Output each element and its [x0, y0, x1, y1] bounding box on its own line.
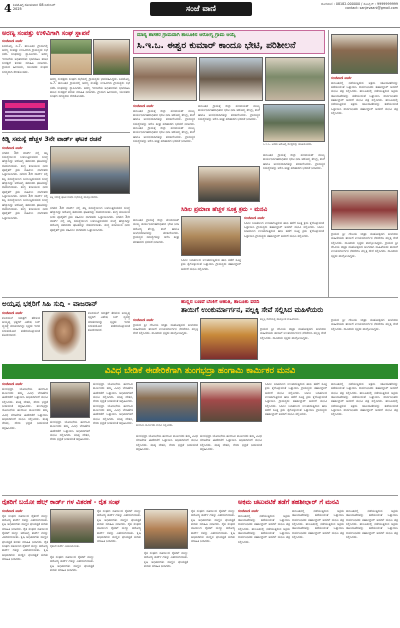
article-palanquin-col3: ಗ್ರಾಮದ ಶ್ರೀ ದೇವಿಯ ಜಾತ್ರಾ ಮಹೋತ್ಸವದ ಅಂಗವಾಗಿ ಮಹಿಳೆಯರು ತಾಯಿಗೆ ಉಂಕುರ್ಮಾರ್ಗನ ನೆರವೇರಿಸಿ ಪಲ್ಲಕ್ಕಿ ಸೇವೆ ಸಲ್ಲಿಸಿದರು. ಸಾವಿರಾರು ಭಕ್ತರು ಪಾಲ್ಗೊಂಡಿದ್ದರು. — [331, 318, 398, 331]
photo-health-card-2 — [144, 509, 188, 549]
headline-tahsildar: ಅಕ್ರಮ ಚಟುವಟಿಕೆ ತಡೆಗೆ ತಹಶೀಲ್ದಾರ್ ಗೆ ಮನವಿ — [238, 499, 340, 506]
masthead — [0, 0, 400, 28]
article-right-2: ಗ್ರಾಮದ ಶ್ರೀ ದೇವಿಯ ಜಾತ್ರಾ ಮಹೋತ್ಸವದ ಅಂಗವಾಗಿ ಮಹಿಳೆಯರು ತಾಯಿಗೆ ಉಂಕುರ್ಮಾರ್ಗನ ನೆರವೇರಿಸಿ ಪಲ್ಲಕ್ಕಿ ಸೇವೆ ಸಲ್ಲಿಸಿದರು. ಸಾವಿರಾರು ಭಕ್ತರು ಪಾಲ್ಗೊಂಡಿದ್ದರು. ಗ್ರಾಮದ ಶ್ರೀ ದೇವಿಯ ಜಾತ್ರಾ ಮಹೋತ್ಸವದ ಅಂಗವಾಗಿ ಮಹಿಳೆಯರು ತಾಯಿಗೆ ಉಂಕುರ್ಮಾರ್ಗನ ನೆರವೇರಿಸಿ ಪಲ್ಲಕ್ಕಿ ಸೇವೆ ಸಲ್ಲಿಸಿದರು. ಸಾವಿರಾರು ಭಕ್ತರು ಪಾಲ್ಗೊಂಡಿದ್ದರು. — [331, 232, 398, 258]
article-tungabhadra-col5: ತುಂಗಭದ್ರಾ ಯೋಜನೆಯ ಹಂಗಾಮಿ ಕಾರ್ಮಿಕರು ತಮ್ಮ ವಿವಿಧ ಬೇಡಿಕೆಗಳ ಈಡೇರಿಕೆಗೆ ಒತ್ತಾಯಿಸಿ ಅಧಿಕಾರಿಗಳಿಗೆ ಮನವಿ ಸಲ್ಲಿಸಿದರು. ಕನಿಷ್ಠ ವೇತನ, ಸೇವಾ ಭದ್ರತೆ ನೀಡುವಂತೆ ಆಗ್ರಹಿಸಿದರು. — [200, 434, 262, 451]
page-number: 4 — [4, 2, 12, 15]
article-health-card-col4: ರೈತ ಸಂಘದ ವತಿಯಿಂದ ರೈತರಿಗೆ ಮಣ್ಣು ಆರೋಗ್ಯ ಕಾರ್ಡ್ ಗಳನ್ನು ವಿತರಿಸಲಾಯಿತು. ಕೃಷಿ ಅಧಿಕಾರಿಗಳು ಮಣ್ಣಿನ ಫಲವತ್ತತೆ ಕುರಿತು ಮಾಹಿತಿ ನೀಡಿದರು. — [144, 551, 188, 568]
article-right-1: ಸಂಜೆವಾಣಿ ವಾರ್ತೆ ತಾಲೂಕಿನಲ್ಲಿ ನಡೆಯುತ್ತಿರುವ ಅಕ್ರಮ ಚಟುವಟಿಕೆಗಳನ್ನು ತಡೆಯುವಂತೆ ಒತ್ತಾಯಿಸಿ ಸಾರ್ವಜನಿಕರು ತಹಶೀಲ್ದಾರ್ ಅವರಿಗೆ ಮನವಿ ಪತ್ರ ಸಲ್ಲಿಸಿದರು. ತಾಲೂಕಿನಲ್ಲಿ ನಡೆಯುತ್ತಿರುವ ಅಕ್ರಮ ಚಟುವಟಿಕೆಗಳನ್ನು ತಡೆಯುವಂತೆ ಒತ್ತಾಯಿಸಿ ಸಾರ್ವಜನಿಕರು ತಹಶೀಲ್ದಾರ್ ಅವರಿಗೆ ಮನವಿ ಪತ್ರ ಸಲ್ಲಿಸಿದರು. ತಾಲೂಕಿನಲ್ಲಿ ನಡೆಯುತ್ತಿರುವ ಅಕ್ರಮ ಚಟುವಟಿಕೆಗಳನ್ನು ತಡೆಯುವಂತೆ ಒತ್ತಾಯಿಸಿ ಸಾರ್ವಜನಿಕರು ತಹಶೀಲ್ದಾರ್ ಅವರಿಗೆ ಮನವಿ ಪತ್ರ ಸಲ್ಲಿಸಿದರು. — [331, 76, 398, 116]
article-ayyappa: ಸಂಜೆವಾಣಿ ವಾರ್ತೆ ಶಬರಿಮಲೆ ಯಾತ್ರೆಗೆ ತೆರಳುವ ಅಯ್ಯಪ್ಪ ಭಕ್ತರಿಗೆ ವಿಶೇಷ ಬಸ್ ವ್ಯವಸ್ಥೆ ಮಾಡಲಾಗಿದ್ದು ಭಕ್ತರು ಇದರ ಸದುಪಯೋಗ ಪಡೆದುಕೊಳ್ಳುವಂತೆ ಕೋರಲಾಗಿದೆ. — [2, 311, 40, 338]
photo-lightning-memo — [181, 216, 241, 256]
advertisement-left — [2, 100, 48, 130]
photo-tungabhadra-1 — [50, 382, 90, 418]
article-kidney-ward: ಸಂಜೆವಾಣಿ ವಾರ್ತೆ ನಗರದ 3ನೇ ವಾರ್ಡ್ ನಲ್ಲಿ ಕಿಡ್ನಿ ಸಮಸ್ಯೆಯಿಂದ ಬಳಲುತ್ತಿರುವವರ ಸಂಖ್ಯೆ ಹೆಚ್ಚಾಗಿದ್ದು ಆರೋಗ್ಯ ತಪಾಸಣಾ ಘಟಕವನ್ನು ರಚಿಸಲಾಯಿತು. ಶುದ್ಧ ಕುಡಿಯುವ ನೀರು ಪೂರೈಕೆಗೆ ಕ್ರಮ ವಹಿಸಲು ನಾಗರಿಕರು ಒತ್ತಾಯಿಸಿದರು. ನಗರದ 3ನೇ ವಾರ್ಡ್ ನಲ್ಲಿ ಕಿಡ್ನಿ ಸಮಸ್ಯೆಯಿಂದ ಬಳಲುತ್ತಿರುವವರ ಸಂಖ್ಯೆ ಹೆಚ್ಚಾಗಿದ್ದು ಆರೋಗ್ಯ ತಪಾಸಣಾ ಘಟಕವನ್ನು ರಚಿಸಲಾಯಿತು. ಶುದ್ಧ ಕುಡಿಯುವ ನೀರು ಪೂರೈಕೆಗೆ ಕ್ರಮ ವಹಿಸಲು ನಾಗರಿಕರು ಒತ್ತಾಯಿಸಿದರು. ನಗರದ 3ನೇ ವಾರ್ಡ್ ನಲ್ಲಿ ಕಿಡ್ನಿ ಸಮಸ್ಯೆಯಿಂದ ಬಳಲುತ್ತಿರುವವರ ಸಂಖ್ಯೆ ಹೆಚ್ಚಾಗಿದ್ದು ಆರೋಗ್ಯ ತಪಾಸಣಾ ಘಟಕವನ್ನು ರಚಿಸಲಾಯಿತು. ಶುದ್ಧ ಕುಡಿಯುವ ನೀರು ಪೂರೈಕೆಗೆ ಕ್ರಮ ವಹಿಸಲು ನಾಗರಿಕರು ಒತ್ತಾಯಿಸಿದರು. — [2, 146, 48, 220]
photo-forest-meeting-2 — [93, 39, 130, 75]
article-tungabhadra-col7: ತಾಲೂಕಿನಲ್ಲಿ ನಡೆಯುತ್ತಿರುವ ಅಕ್ರಮ ಚಟುವಟಿಕೆಗಳನ್ನು ತಡೆಯುವಂತೆ ಒತ್ತಾಯಿಸಿ ಸಾರ್ವಜನಿಕರು ತಹಶೀಲ್ದಾರ್ ಅವರಿಗೆ ಮನವಿ ಪತ್ರ ಸಲ್ಲಿಸಿದರು. ತಾಲೂಕಿನಲ್ಲಿ ನಡೆಯುತ್ತಿರುವ ಅಕ್ರಮ ಚಟುವಟಿಕೆಗಳನ್ನು ತಡೆಯುವಂತೆ ಒತ್ತಾಯಿಸಿ ಸಾರ್ವಜನಿಕರು ತಹಶೀಲ್ದಾರ್ ಅವರಿಗೆ ಮನವಿ ಪತ್ರ ಸಲ್ಲಿಸಿದರು. ತಾಲೂಕಿನಲ್ಲಿ ನಡೆಯುತ್ತಿರುವ ಅಕ್ರಮ ಚಟುವಟಿಕೆಗಳನ್ನು ತಡೆಯುವಂತೆ ಒತ್ತಾಯಿಸಿ ಸಾರ್ವಜನಿಕರು ತಹಶೀಲ್ದಾರ್ ಅವರಿಗೆ ಮನವಿ ಪತ್ರ ಸಲ್ಲಿಸಿದರು. — [331, 382, 398, 417]
article-forest-society-cont: ಅರಣ್ಯ ಸಂರಕ್ಷಣಾ ಸಂಘದ ಸಭೆಯಲ್ಲಿ ಗ್ರಾಮಸ್ಥರು ಭಾಗವಹಿಸಿದ್ದರು. ಶಿವಮೊಗ್ಗ, ಡಿ.7- ತಾಲೂಕಿನ ಗ್ರಾಮದಲ್ಲಿ ಅರಣ್ಯ ಸಂಪತ್ತು ಉಳಿವಿಗಾಗಿ ಗ್ರಾಮಸ್ಥರು ಸಭೆ ನಡೆಸಿ ಸಂಘವನ್ನು ಸ್ಥಾಪಿಸಿದರು. ಅರಣ್ಯ ಇಲಾಖೆಯ ಅಧಿಕಾರಿಗಳು ಭಾಗವಹಿಸಿ ಕಾಡಿನ ಸಂರಕ್ಷಣೆ ಕುರಿತು ಮಾಹಿತಿ ನೀಡಿದರು. ಗ್ರಾಮದ ಹಿರಿಯರು, ಯುವಕರು ಸಂಘದ ಸದಸ್ಯರಾಗಿ ಸೇರಿಕೊಂಡರು. — [50, 77, 130, 99]
caption-palanquin: ಪಲ್ಲಕ್ಕಿ ಸೇವೆಯಲ್ಲಿ ಪಾಲ್ಗೊಂಡ ಮಹಿಳೆಯರು. — [260, 318, 300, 321]
article-ceo-visit-col2: ತಾಲೂಕಿನ ಗ್ರಾಮಕ್ಕೆ ಜಿಲ್ಲಾ ಪಂಚಾಯತ್ ಮುಖ್ಯ ಕಾರ್ಯನಿರ್ವಹಣಾಧಿಕಾರಿ ಭೇಟಿ ನೀಡಿ ಆರೋಗ್ಯ ಕೇಂದ್ರ, ಶಾಲೆ ಹಾಗೂ ಅಂಗನವಾಡಿಗಳನ್ನು ಪರಿಶೀಲಿಸಿದರು. ಗ್ರಾಮಸ್ಥರ ಸಮಸ್ಯೆಗಳನ್ನು ಆಲಿಸಿ ಶೀಘ್ರ ಪರಿಹಾರದ ಭರವಸೆ ನೀಡಿದರು. — [198, 104, 260, 121]
article-tungabhadra-col2: ತುಂಗಭದ್ರಾ ಯೋಜನೆಯ ಹಂಗಾಮಿ ಕಾರ್ಮಿಕರು ತಮ್ಮ ವಿವಿಧ ಬೇಡಿಕೆಗಳ ಈಡೇರಿಕೆಗೆ ಒತ್ತಾಯಿಸಿ ಅಧಿಕಾರಿಗಳಿಗೆ ಮನವಿ ಸಲ್ಲಿಸಿದರು. ಕನಿಷ್ಠ ವೇತನ, ಸೇವಾ ಭದ್ರತೆ ನೀಡುವಂತೆ ಆಗ್ರಹಿಸಿದರು. — [50, 420, 90, 442]
contact-email: contact: sanjevaani@gmail.com — [345, 6, 398, 11]
headline-lightning: ಸಿಡಿಲ ಪ್ರಮಾಣ ಹೆಚ್ಚಳ ಸೂಕ್ತ ಕ್ರಮ - ಮನವಿ — [181, 207, 268, 213]
headline-palanquin: ತಾಯಿಗೆ ಉಂಕುರ್ಮಾರ್ಗನ, ಪಲ್ಲಕ್ಕಿ ಸೇವೆ ಸಲ್ಲಿಸಿದ ಮಹಿಳೆಯರು — [181, 307, 324, 314]
photo-tungabhadra-2 — [136, 382, 198, 422]
photo-right-2 — [331, 190, 398, 230]
article-tahsildar-col2: ತಾಲೂಕಿನಲ್ಲಿ ನಡೆಯುತ್ತಿರುವ ಅಕ್ರಮ ಚಟುವಟಿಕೆಗಳನ್ನು ತಡೆಯುವಂತೆ ಒತ್ತಾಯಿಸಿ ಸಾರ್ವಜನಿಕರು ತಹಶೀಲ್ದಾರ್ ಅವರಿಗೆ ಮನವಿ ಪತ್ರ ಸಲ್ಲಿಸಿದರು. ತಾಲೂಕಿನಲ್ಲಿ ನಡೆಯುತ್ತಿರುವ ಅಕ್ರಮ ಚಟುವಟಿಕೆಗಳನ್ನು ತಡೆಯುವಂತೆ ಒತ್ತಾಯಿಸಿ ಸಾರ್ವಜನಿಕರು ತಹಶೀಲ್ದಾರ್ ಅವರಿಗೆ ಮನವಿ ಪತ್ರ ಸಲ್ಲಿಸಿದರು. — [292, 509, 344, 539]
headline-forest-society: ಅರಣ್ಯ ಸಂಪತ್ತು ಉಳಿವಿಗಾಗಿ ಸಂಘ ಸ್ಥಾಪನೆ — [2, 30, 90, 37]
photo-forest-meeting-1 — [50, 39, 92, 75]
headline-kidney-ward: ಕಿಡ್ನಿ ಸಮಸ್ಯೆ ಹೆಚ್ಚಳ 3ನೇ ವಾರ್ಡ್ ಘಟಕ ರಚನೆ — [2, 136, 102, 143]
article-ceo-visit-col3: ತಾಲೂಕಿನ ಗ್ರಾಮಕ್ಕೆ ಜಿಲ್ಲಾ ಪಂಚಾಯತ್ ಮುಖ್ಯ ಕಾರ್ಯನಿರ್ವಹಣಾಧಿಕಾರಿ ಭೇಟಿ ನೀಡಿ ಆರೋಗ್ಯ ಕೇಂದ್ರ, ಶಾಲೆ ಹಾಗೂ ಅಂಗನವಾಡಿಗಳನ್ನು ಪರಿಶೀಲಿಸಿದರು. ಗ್ರಾಮಸ್ಥರ ಸಮಸ್ಯೆಗಳನ್ನು ಆಲಿಸಿ ಶೀಘ್ರ ಪರಿಹಾರದ ಭರವಸೆ ನೀಡಿದರು. — [263, 153, 325, 170]
caption-health-card: ರೈತರಿಗೆ ಕಾರ್ಡ್ ವಿತರಿಸಲಾಯಿತು. — [50, 545, 80, 548]
article-health-card-col2: ರೈತ ಸಂಘದ ವತಿಯಿಂದ ರೈತರಿಗೆ ಮಣ್ಣು ಆರೋಗ್ಯ ಕಾರ್ಡ್ ಗಳನ್ನು ವಿತರಿಸಲಾಯಿತು. ಕೃಷಿ ಅಧಿಕಾರಿಗಳು ಮಣ್ಣಿನ ಫಲವತ್ತತೆ ಕುರಿತು ಮಾಹಿತಿ ನೀಡಿದರು. — [50, 555, 94, 572]
headline-bar-ceo — [133, 30, 325, 54]
photo-kidney-meeting — [50, 146, 130, 194]
photo-health-card — [50, 509, 94, 543]
headline-ceo: ಸಿ.ಇ.ಒ. ಈಶ್ವರ ಕುಮಾರ್ ಕಾಂದೂ ಭೇಟಿ, ಪರಿಶೀಲನೆ — [137, 42, 296, 51]
photo-right-1 — [331, 34, 398, 74]
article-lightning-col1: ತಾಲೂಕಿನ ಗ್ರಾಮಕ್ಕೆ ಜಿಲ್ಲಾ ಪಂಚಾಯತ್ ಮುಖ್ಯ ಕಾರ್ಯನಿರ್ವಹಣಾಧಿಕಾರಿ ಭೇಟಿ ನೀಡಿ ಆರೋಗ್ಯ ಕೇಂದ್ರ, ಶಾಲೆ ಹಾಗೂ ಅಂಗನವಾಡಿಗಳನ್ನು ಪರಿಶೀಲಿಸಿದರು. ಗ್ರಾಮಸ್ಥರ ಸಮಸ್ಯೆಗಳನ್ನು ಆಲಿಸಿ ಶೀಘ್ರ ಪರಿಹಾರದ ಭರವಸೆ ನೀಡಿದರು. — [133, 218, 179, 244]
article-tungabhadra-col3: ತುಂಗಭದ್ರಾ ಯೋಜನೆಯ ಹಂಗಾಮಿ ಕಾರ್ಮಿಕರು ತಮ್ಮ ವಿವಿಧ ಬೇಡಿಕೆಗಳ ಈಡೇರಿಕೆಗೆ ಒತ್ತಾಯಿಸಿ ಅಧಿಕಾರಿಗಳಿಗೆ ಮನವಿ ಸಲ್ಲಿಸಿದರು. ಕನಿಷ್ಠ ವೇತನ, ಸೇವಾ ಭದ್ರತೆ ನೀಡುವಂತೆ ಆಗ್ರಹಿಸಿದರು. ತುಂಗಭದ್ರಾ ಯೋಜನೆಯ ಹಂಗಾಮಿ ಕಾರ್ಮಿಕರು ತಮ್ಮ ವಿವಿಧ ಬೇಡಿಕೆಗಳ ಈಡೇರಿಕೆಗೆ ಒತ್ತಾಯಿಸಿ ಅಧಿಕಾರಿಗಳಿಗೆ ಮನವಿ ಸಲ್ಲಿಸಿದರು. ಕನಿಷ್ಠ ವೇತನ, ಸೇವಾ ಭದ್ರತೆ ನೀಡುವಂತೆ ಆಗ್ರಹಿಸಿದರು. — [93, 382, 133, 425]
photo-ayyappa-portrait — [42, 311, 86, 361]
caption-kidney: ಕಿಡ್ನಿ ಸಮಸ್ಯೆ ಘಟಕ ರಚನಾ ಸಭೆಯಲ್ಲಿ ಪಾಲ್ಗೊಂಡವರು. — [50, 196, 99, 199]
contact-block — [264, 2, 398, 10]
photo-ceo-visit-5 — [198, 166, 260, 202]
photo-ceo-visit-3 — [265, 57, 325, 101]
article-ayyappa-col2: ಶಬರಿಮಲೆ ಯಾತ್ರೆಗೆ ತೆರಳುವ ಅಯ್ಯಪ್ಪ ಭಕ್ತರಿಗೆ ವಿಶೇಷ ಬಸ್ ವ್ಯವಸ್ಥೆ ಮಾಡಲಾಗಿದ್ದು ಭಕ್ತರು ಇದರ ಸದುಪಯೋಗ ಪಡೆದುಕೊಳ್ಳುವಂತೆ ಕೋರಲಾಗಿದೆ. — [88, 311, 130, 333]
date-line: ಶಿವಮೊಗ್ಗ ಸೋಮವಾರ 08 ಡಿಸೆಂಬರ್ 2025 — [13, 3, 56, 12]
headline-health-card: ರೈತರಿಗೆ ಬಯೋ ಹೆಲ್ತ್ ಕಾರ್ಡ್ ಗಳ ವಿತರಣೆ - ರೈತ ಸಂಘ — [2, 499, 120, 506]
photo-palanquin — [200, 318, 258, 360]
caption-tungabhadra: ಹಂಗಾಮಿ ಕಾರ್ಮಿಕರು ಮನವಿ ಸಲ್ಲಿಸಿದರು. — [136, 424, 174, 427]
headline-bar-tungabhadra — [2, 364, 398, 379]
headline-palanquin-kicker: ಹುಲ್ಲಿನ ಬಣವೆ ಬೆಂಕಿಗೆ ಆಹುತಿ, ತಾಲೂಕು ವರದಿ — [181, 300, 260, 305]
contact-line: ದೂರವಾಣಿ : 08182-000000 / ಮೊಬೈಲ್ : 9999999999 — [321, 2, 398, 6]
headline-tungabhadra: ವಿವಿಧ ಬೇಡಿಕೆ ಈಡೇರಿಕೆಗಾಗಿ ತುಂಗಭದ್ರಾ ಹಂಗಾಮಿ ಕಾರ್ಮಿಕರ ಮನವಿ — [104, 367, 296, 376]
article-palanquin: ಸಂಜೆವಾಣಿ ವಾರ್ತೆ ಗ್ರಾಮದ ಶ್ರೀ ದೇವಿಯ ಜಾತ್ರಾ ಮಹೋತ್ಸವದ ಅಂಗವಾಗಿ ಮಹಿಳೆಯರು ತಾಯಿಗೆ ಉಂಕುರ್ಮಾರ್ಗನ ನೆರವೇರಿಸಿ ಪಲ್ಲಕ್ಕಿ ಸೇವೆ ಸಲ್ಲಿಸಿದರು. ಸಾವಿರಾರು ಭಕ್ತರು ಪಾಲ್ಗೊಂಡಿದ್ದರು. — [133, 318, 198, 336]
article-health-card-col3: ರೈತ ಸಂಘದ ವತಿಯಿಂದ ರೈತರಿಗೆ ಮಣ್ಣು ಆರೋಗ್ಯ ಕಾರ್ಡ್ ಗಳನ್ನು ವಿತರಿಸಲಾಯಿತು. ಕೃಷಿ ಅಧಿಕಾರಿಗಳು ಮಣ್ಣಿನ ಫಲವತ್ತತೆ ಕುರಿತು ಮಾಹಿತಿ ನೀಡಿದರು. ರೈತ ಸಂಘದ ವತಿಯಿಂದ ರೈತರಿಗೆ ಮಣ್ಣು ಆರೋಗ್ಯ ಕಾರ್ಡ್ ಗಳನ್ನು ವಿತರಿಸಲಾಯಿತು. ಕೃಷಿ ಅಧಿಕಾರಿಗಳು ಮಣ್ಣಿನ ಫಲವತ್ತತೆ ಕುರಿತು ಮಾಹಿತಿ ನೀಡಿದರು. — [97, 509, 141, 544]
newspaper-logo: ಸಂಜೆ ವಾಣಿ — [150, 2, 252, 16]
article-tungabhadra-col6: ಸಿಡಿಲು ಬಡಿತದಿಂದ ಉಂಟಾಗುತ್ತಿರುವ ಹಾನಿ ತಡೆಗೆ ಸೂಕ್ತ ಕ್ರಮ ಕೈಗೊಳ್ಳುವಂತೆ ಒತ್ತಾಯಿಸಿ ಗ್ರಾಮಸ್ಥರು ತಹಶೀಲ್ದಾರ್ ಅವರಿಗೆ ಮನವಿ ಸಲ್ಲಿಸಿದರು. ಸಿಡಿಲು ಬಡಿತದಿಂದ ಉಂಟಾಗುತ್ತಿರುವ ಹಾನಿ ತಡೆಗೆ ಸೂಕ್ತ ಕ್ರಮ ಕೈಗೊಳ್ಳುವಂತೆ ಒತ್ತಾಯಿಸಿ ಗ್ರಾಮಸ್ಥರು ತಹಶೀಲ್ದಾರ್ ಅವರಿಗೆ ಮನವಿ ಸಲ್ಲಿಸಿದರು. ಸಿಡಿಲು ಬಡಿತದಿಂದ ಉಂಟಾಗುತ್ತಿರುವ ಹಾನಿ ತಡೆಗೆ ಸೂಕ್ತ ಕ್ರಮ ಕೈಗೊಳ್ಳುವಂತೆ ಒತ್ತಾಯಿಸಿ ಗ್ರಾಮಸ್ಥರು ತಹಶೀಲ್ದಾರ್ ಅವರಿಗೆ ಮನವಿ ಸಲ್ಲಿಸಿದರು. — [265, 382, 327, 417]
article-forest-society: ಸಂಜೆವಾಣಿ ವಾರ್ತೆ ಶಿವಮೊಗ್ಗ, ಡಿ.7- ತಾಲೂಕಿನ ಗ್ರಾಮದಲ್ಲಿ ಅರಣ್ಯ ಸಂಪತ್ತು ಉಳಿವಿಗಾಗಿ ಗ್ರಾಮಸ್ಥರು ಸಭೆ ನಡೆಸಿ ಸಂಘವನ್ನು ಸ್ಥಾಪಿಸಿದರು. ಅರಣ್ಯ ಇಲಾಖೆಯ ಅಧಿಕಾರಿಗಳು ಭಾಗವಹಿಸಿ ಕಾಡಿನ ಸಂರಕ್ಷಣೆ ಕುರಿತು ಮಾಹಿತಿ ನೀಡಿದರು. ಗ್ರಾಮದ ಹಿರಿಯರು, ಯುವಕರು ಸಂಘದ ಸದಸ್ಯರಾಗಿ ಸೇರಿಕೊಂಡರು. — [2, 39, 48, 74]
article-health-card: ಸಂಜೆವಾಣಿ ವಾರ್ತೆ ರೈತ ಸಂಘದ ವತಿಯಿಂದ ರೈತರಿಗೆ ಮಣ್ಣು ಆರೋಗ್ಯ ಕಾರ್ಡ್ ಗಳನ್ನು ವಿತರಿಸಲಾಯಿತು. ಕೃಷಿ ಅಧಿಕಾರಿಗಳು ಮಣ್ಣಿನ ಫಲವತ್ತತೆ ಕುರಿತು ಮಾಹಿತಿ ನೀಡಿದರು. ರೈತ ಸಂಘದ ವತಿಯಿಂದ ರೈತರಿಗೆ ಮಣ್ಣು ಆರೋಗ್ಯ ಕಾರ್ಡ್ ಗಳನ್ನು ವಿತರಿಸಲಾಯಿತು. ಕೃಷಿ ಅಧಿಕಾರಿಗಳು ಮಣ್ಣಿನ ಫಲವತ್ತತೆ ಕುರಿತು ಮಾಹಿತಿ ನೀಡಿದರು. ರೈತ ಸಂಘದ ವತಿಯಿಂದ ರೈತರಿಗೆ ಮಣ್ಣು ಆರೋಗ್ಯ ಕಾರ್ಡ್ ಗಳನ್ನು ವಿತರಿಸಲಾಯಿತು. ಕೃಷಿ ಅಧಿಕಾರಿಗಳು ಮಣ್ಣಿನ ಫಲವತ್ತತೆ ಕುರಿತು ಮಾಹಿತಿ ನೀಡಿದರು. — [2, 509, 48, 561]
article-health-card-col5: ರೈತ ಸಂಘದ ವತಿಯಿಂದ ರೈತರಿಗೆ ಮಣ್ಣು ಆರೋಗ್ಯ ಕಾರ್ಡ್ ಗಳನ್ನು ವಿತರಿಸಲಾಯಿತು. ಕೃಷಿ ಅಧಿಕಾರಿಗಳು ಮಣ್ಣಿನ ಫಲವತ್ತತೆ ಕುರಿತು ಮಾಹಿತಿ ನೀಡಿದರು. ರೈತ ಸಂಘದ ವತಿಯಿಂದ ರೈತರಿಗೆ ಮಣ್ಣು ಆರೋಗ್ಯ ಕಾರ್ಡ್ ಗಳನ್ನು ವಿತರಿಸಲಾಯಿತು. ಕೃಷಿ ಅಧಿಕಾರಿಗಳು ಮಣ್ಣಿನ ಫಲವತ್ತತೆ ಕುರಿತು ಮಾಹಿತಿ ನೀಡಿದರು. — [191, 509, 235, 544]
article-tungabhadra-col4: ತುಂಗಭದ್ರಾ ಯೋಜನೆಯ ಹಂಗಾಮಿ ಕಾರ್ಮಿಕರು ತಮ್ಮ ವಿವಿಧ ಬೇಡಿಕೆಗಳ ಈಡೇರಿಕೆಗೆ ಒತ್ತಾಯಿಸಿ ಅಧಿಕಾರಿಗಳಿಗೆ ಮನವಿ ಸಲ್ಲಿಸಿದರು. ಕನಿಷ್ಠ ವೇತನ, ಸೇವಾ ಭದ್ರತೆ ನೀಡುವಂತೆ ಆಗ್ರಹಿಸಿದರು. — [136, 434, 198, 451]
caption-ceo: ಸಿ.ಇ.ಒ. ಅವರು ಆರೋಗ್ಯ ಕೇಂದ್ರವನ್ನು ಪರಿಶೀಲಿಸಿದರು. — [263, 143, 313, 146]
photo-ceo-visit-4 — [263, 104, 325, 142]
article-palanquin-col2: ಗ್ರಾಮದ ಶ್ರೀ ದೇವಿಯ ಜಾತ್ರಾ ಮಹೋತ್ಸವದ ಅಂಗವಾಗಿ ಮಹಿಳೆಯರು ತಾಯಿಗೆ ಉಂಕುರ್ಮಾರ್ಗನ ನೆರವೇರಿಸಿ ಪಲ್ಲಕ್ಕಿ ಸೇವೆ ಸಲ್ಲಿಸಿದರು. ಸಾವಿರಾರು ಭಕ್ತರು ಪಾಲ್ಗೊಂಡಿದ್ದರು. — [260, 327, 326, 340]
article-tahsildar: ಸಂಜೆವಾಣಿ ವಾರ್ತೆ ತಾಲೂಕಿನಲ್ಲಿ ನಡೆಯುತ್ತಿರುವ ಅಕ್ರಮ ಚಟುವಟಿಕೆಗಳನ್ನು ತಡೆಯುವಂತೆ ಒತ್ತಾಯಿಸಿ ಸಾರ್ವಜನಿಕರು ತಹಶೀಲ್ದಾರ್ ಅವರಿಗೆ ಮನವಿ ಪತ್ರ ಸಲ್ಲಿಸಿದರು. ತಾಲೂಕಿನಲ್ಲಿ ನಡೆಯುತ್ತಿರುವ ಅಕ್ರಮ ಚಟುವಟಿಕೆಗಳನ್ನು ತಡೆಯುವಂತೆ ಒತ್ತಾಯಿಸಿ ಸಾರ್ವಜನಿಕರು ತಹಶೀಲ್ದಾರ್ ಅವರಿಗೆ ಮನವಿ ಪತ್ರ ಸಲ್ಲಿಸಿದರು. — [238, 509, 290, 544]
article-ceo-visit: ಸಂಜೆವಾಣಿ ವಾರ್ತೆ ತಾಲೂಕಿನ ಗ್ರಾಮಕ್ಕೆ ಜಿಲ್ಲಾ ಪಂಚಾಯತ್ ಮುಖ್ಯ ಕಾರ್ಯನಿರ್ವಹಣಾಧಿಕಾರಿ ಭೇಟಿ ನೀಡಿ ಆರೋಗ್ಯ ಕೇಂದ್ರ, ಶಾಲೆ ಹಾಗೂ ಅಂಗನವಾಡಿಗಳನ್ನು ಪರಿಶೀಲಿಸಿದರು. ಗ್ರಾಮಸ್ಥರ ಸಮಸ್ಯೆಗಳನ್ನು ಆಲಿಸಿ ಶೀಘ್ರ ಪರಿಹಾರದ ಭರವಸೆ ನೀಡಿದರು. ತಾಲೂಕಿನ ಗ್ರಾಮಕ್ಕೆ ಜಿಲ್ಲಾ ಪಂಚಾಯತ್ ಮುಖ್ಯ ಕಾರ್ಯನಿರ್ವಹಣಾಧಿಕಾರಿ ಭೇಟಿ ನೀಡಿ ಆರೋಗ್ಯ ಕೇಂದ್ರ, ಶಾಲೆ ಹಾಗೂ ಅಂಗನವಾಡಿಗಳನ್ನು ಪರಿಶೀಲಿಸಿದರು. ಗ್ರಾಮಸ್ಥರ ಸಮಸ್ಯೆಗಳನ್ನು ಆಲಿಸಿ ಶೀಘ್ರ ಪರಿಹಾರದ ಭರವಸೆ ನೀಡಿದರು. — [133, 104, 195, 144]
photo-tungabhadra-3 — [200, 382, 262, 422]
article-lightning-cont: ಸಿಡಿಲು ಬಡಿತದಿಂದ ಉಂಟಾಗುತ್ತಿರುವ ಹಾನಿ ತಡೆಗೆ ಸೂಕ್ತ ಕ್ರಮ ಕೈಗೊಳ್ಳುವಂತೆ ಒತ್ತಾಯಿಸಿ ಗ್ರಾಮಸ್ಥರು ತಹಶೀಲ್ದಾರ್ ಅವರಿಗೆ ಮನವಿ ಸಲ್ಲಿಸಿದರು. — [181, 258, 241, 271]
photo-ceo-visit-1 — [133, 57, 197, 101]
article-kidney-ward-cont: ನಗರದ 3ನೇ ವಾರ್ಡ್ ನಲ್ಲಿ ಕಿಡ್ನಿ ಸಮಸ್ಯೆಯಿಂದ ಬಳಲುತ್ತಿರುವವರ ಸಂಖ್ಯೆ ಹೆಚ್ಚಾಗಿದ್ದು ಆರೋಗ್ಯ ತಪಾಸಣಾ ಘಟಕವನ್ನು ರಚಿಸಲಾಯಿತು. ಶುದ್ಧ ಕುಡಿಯುವ ನೀರು ಪೂರೈಕೆಗೆ ಕ್ರಮ ವಹಿಸಲು ನಾಗರಿಕರು ಒತ್ತಾಯಿಸಿದರು. ನಗರದ 3ನೇ ವಾರ್ಡ್ ನಲ್ಲಿ ಕಿಡ್ನಿ ಸಮಸ್ಯೆಯಿಂದ ಬಳಲುತ್ತಿರುವವರ ಸಂಖ್ಯೆ ಹೆಚ್ಚಾಗಿದ್ದು ಆರೋಗ್ಯ ತಪಾಸಣಾ ಘಟಕವನ್ನು ರಚಿಸಲಾಯಿತು. ಶುದ್ಧ ಕುಡಿಯುವ ನೀರು ಪೂರೈಕೆಗೆ ಕ್ರಮ ವಹಿಸಲು ನಾಗರಿಕರು ಒತ್ತಾಯಿಸಿದರು. — [50, 206, 130, 232]
article-tahsildar-col3: ತಾಲೂಕಿನಲ್ಲಿ ನಡೆಯುತ್ತಿರುವ ಅಕ್ರಮ ಚಟುವಟಿಕೆಗಳನ್ನು ತಡೆಯುವಂತೆ ಒತ್ತಾಯಿಸಿ ಸಾರ್ವಜನಿಕರು ತಹಶೀಲ್ದಾರ್ ಅವರಿಗೆ ಮನವಿ ಪತ್ರ ಸಲ್ಲಿಸಿದರು. ತಾಲೂಕಿನಲ್ಲಿ ನಡೆಯುತ್ತಿರುವ ಅಕ್ರಮ ಚಟುವಟಿಕೆಗಳನ್ನು ತಡೆಯುವಂತೆ ಒತ್ತಾಯಿಸಿ ಸಾರ್ವಜನಿಕರು ತಹಶೀಲ್ದಾರ್ ಅವರಿಗೆ ಮನವಿ ಪತ್ರ ಸಲ್ಲಿಸಿದರು. — [346, 509, 398, 539]
headline-ayyappa: ಅಯ್ಯಪ್ಪ ಭಕ್ತರಿಗೆ ಸಿಹಿ ಸುದ್ದಿ - ವಾಜರಾನ್ — [2, 300, 98, 308]
headline-ceo-kicker: ಮಾನ್ಯ ಶಾಸಕರ ಗ್ರಾಮವಾಗಿ ತಾಲೂಕಿನ ಆರೋಗ್ಯ ಗ್ರಾಮ ಆಯ್ಕೆ — [137, 33, 236, 38]
photo-ceo-visit-2 — [199, 57, 263, 101]
article-tungabhadra: ಸಂಜೆವಾಣಿ ವಾರ್ತೆ ತುಂಗಭದ್ರಾ ಯೋಜನೆಯ ಹಂಗಾಮಿ ಕಾರ್ಮಿಕರು ತಮ್ಮ ವಿವಿಧ ಬೇಡಿಕೆಗಳ ಈಡೇರಿಕೆಗೆ ಒತ್ತಾಯಿಸಿ ಅಧಿಕಾರಿಗಳಿಗೆ ಮನವಿ ಸಲ್ಲಿಸಿದರು. ಕನಿಷ್ಠ ವೇತನ, ಸೇವಾ ಭದ್ರತೆ ನೀಡುವಂತೆ ಆಗ್ರಹಿಸಿದರು. ತುಂಗಭದ್ರಾ ಯೋಜನೆಯ ಹಂಗಾಮಿ ಕಾರ್ಮಿಕರು ತಮ್ಮ ವಿವಿಧ ಬೇಡಿಕೆಗಳ ಈಡೇರಿಕೆಗೆ ಒತ್ತಾಯಿಸಿ ಅಧಿಕಾರಿಗಳಿಗೆ ಮನವಿ ಸಲ್ಲಿಸಿದರು. ಕನಿಷ್ಠ ವೇತನ, ಸೇವಾ ಭದ್ರತೆ ನೀಡುವಂತೆ ಆಗ್ರಹಿಸಿದರು. — [2, 382, 48, 430]
article-lightning: ಸಂಜೆವಾಣಿ ವಾರ್ತೆ ಸಿಡಿಲು ಬಡಿತದಿಂದ ಉಂಟಾಗುತ್ತಿರುವ ಹಾನಿ ತಡೆಗೆ ಸೂಕ್ತ ಕ್ರಮ ಕೈಗೊಳ್ಳುವಂತೆ ಒತ್ತಾಯಿಸಿ ಗ್ರಾಮಸ್ಥರು ತಹಶೀಲ್ದಾರ್ ಅವರಿಗೆ ಮನವಿ ಸಲ್ಲಿಸಿದರು. ಸಿಡಿಲು ಬಡಿತದಿಂದ ಉಂಟಾಗುತ್ತಿರುವ ಹಾನಿ ತಡೆಗೆ ಸೂಕ್ತ ಕ್ರಮ ಕೈಗೊಳ್ಳುವಂತೆ ಒತ್ತಾಯಿಸಿ ಗ್ರಾಮಸ್ಥರು ತಹಶೀಲ್ದಾರ್ ಅವರಿಗೆ ಮನವಿ ಸಲ್ಲಿಸಿದರು. — [244, 216, 324, 238]
